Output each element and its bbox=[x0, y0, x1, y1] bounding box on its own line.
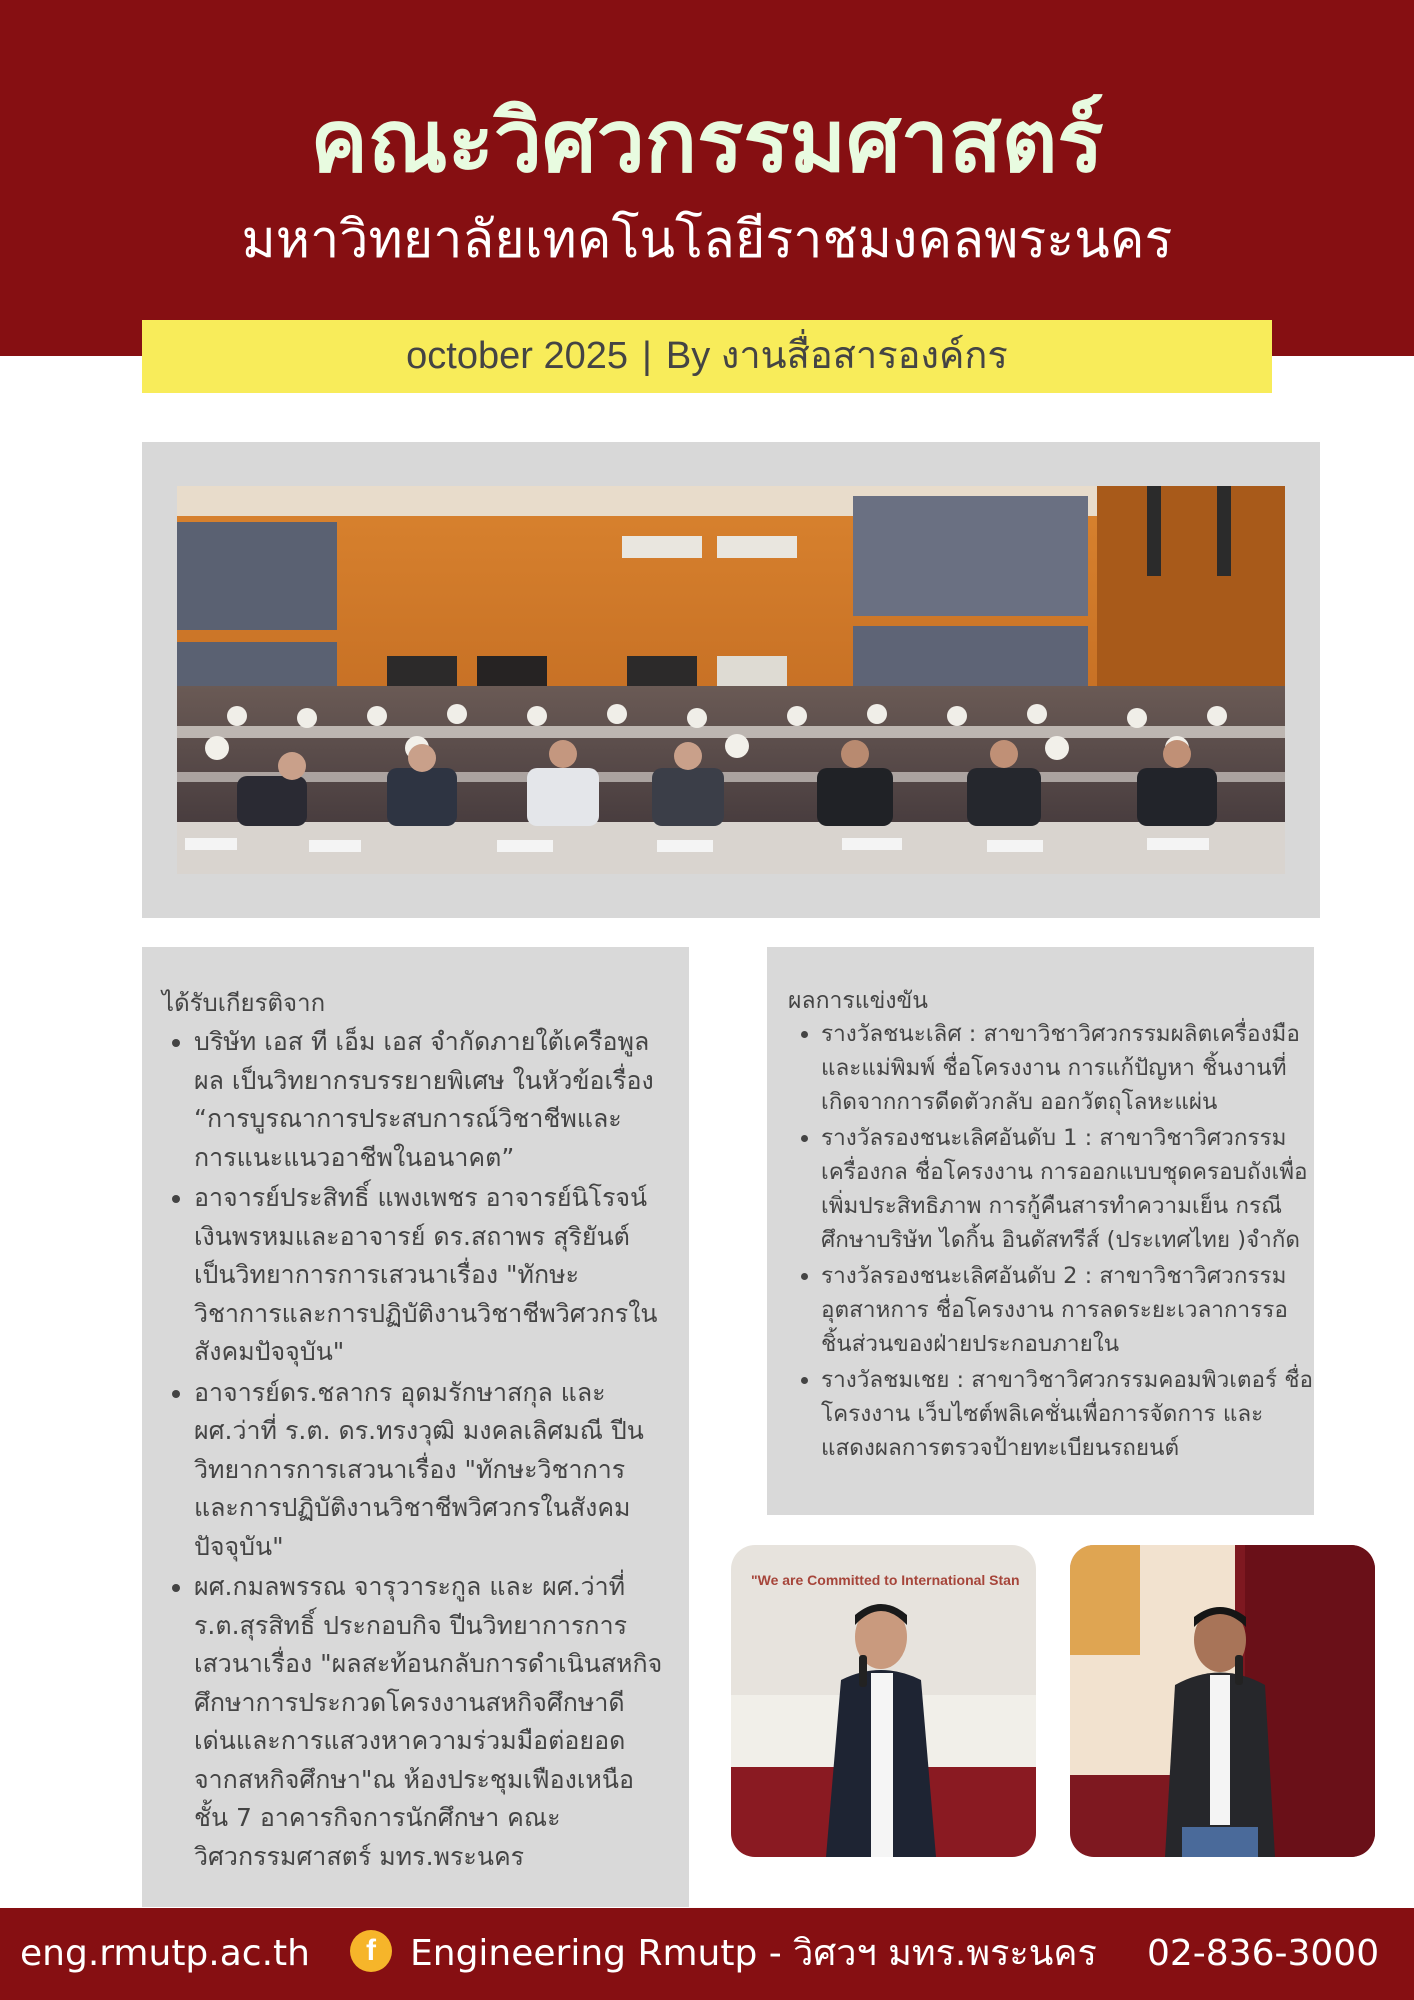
list-item: • ผศ.กมลพรรณ จารุวาระกูล และ ผศ.ว่าที่ ร.ต.สุรสิทธิ์ ประกอบกิจ ปีนวิทยาการการเสวนาเรื่อง "ผลสะท้อนกลับการดำเนินสหกิจศึกษาการประกวดโครงงานสหกิจศึกษาดีเด่นและการแสวงหาความร่วมมือต่อยอดจากสหกิจศึกษา"ณ ห้องประชุมเฟืองเหนือ ชั้น 7 อาคารกิจการนักศึกษา คณะวิศวกรรมศาสตร์ มทร.พระนคร bbox=[194, 1568, 664, 1876]
guest-speakers-panel bbox=[142, 947, 689, 1907]
competition-results-panel bbox=[767, 947, 1314, 1515]
list-item: • รางวัลรองชนะเลิศอันดับ 2 : สาขาวิชาวิศวกรรมอุตสาหการ ชื่อโครงงาน การลดระยะเวลาการรอชิ้นส่วนของฝ่ายประกอบภายใน bbox=[821, 1259, 1315, 1361]
phone-number: 02-836-3000 bbox=[1147, 1933, 1380, 1974]
facebook-link[interactable] bbox=[350, 1908, 1097, 2000]
competition-results-list bbox=[787, 1017, 1315, 1467]
date-separator: | bbox=[642, 335, 652, 377]
issue-date: october 2025 bbox=[406, 335, 628, 377]
header-banner bbox=[0, 0, 1414, 356]
date-bar bbox=[142, 320, 1272, 393]
main-photo-frame bbox=[142, 442, 1320, 918]
facebook-icon: f bbox=[350, 1930, 392, 1972]
speaker-photo-1 bbox=[731, 1545, 1036, 1857]
list-item: • รางวัลชนะเลิศ : สาขาวิชาวิศวกรรมผลิตเครื่องมือและแม่พิมพ์ ชื่อโครงงาน การแก้ปัญหา ชิ้นงานที่เกิดจากการดีดตัวกลับ ออกวัตถุโลหะแผ่น bbox=[821, 1017, 1315, 1119]
speaker-banner-text: "We are Committed to International Stan bbox=[751, 1572, 1020, 1588]
footer bbox=[0, 1908, 1414, 2000]
seminar-audience-photo bbox=[177, 486, 1285, 874]
page-subtitle: มหาวิทยาลัยเทคโนโลยีราชมงคลพระนคร bbox=[241, 210, 1173, 270]
list-item: • รางวัลชมเชย : สาขาวิชาวิศวกรรมคอมพิวเตอร์ ชื่อโครงงาน เว็บไซต์พลิเคชั่นเพื่อการจัดการ และแสดงผลการตรวจป้ายทะเบียนรถยนต์ bbox=[821, 1363, 1315, 1465]
list-item: • บริษัท เอส ที เอ็ม เอส จำกัดภายใต้เครือพูลผล เป็นวิทยากรบรรยายพิเศษ ในหัวข้อเรื่อง “การบูรณาการประสบการณ์วิชาชีพและการแนะแนวอาชีพในอนาคต” bbox=[194, 1023, 664, 1177]
facebook-page-name: Engineering Rmutp - วิศวฯ มทร.พระนคร bbox=[410, 1933, 1097, 1974]
website-link[interactable]: eng.rmutp.ac.th bbox=[20, 1933, 310, 1974]
byline: By งานสื่อสารองค์กร bbox=[665, 335, 1008, 377]
guest-speakers-heading: ได้รับเกียรติจาก bbox=[162, 989, 326, 1017]
list-item: • อาจารย์ประสิทธิ์ แพงเพชร อาจารย์นิโรจน์ เงินพรหมและอาจารย์ ดร.สถาพร สุริยันต์ เป็นวิทยาการการเสวนาเรื่อง "ทักษะวิชาการและการปฏิบัติงานวิชาชีพวิศวกรในสังคมปัจจุบัน" bbox=[194, 1179, 664, 1372]
competition-results-heading: ผลการแข่งขัน bbox=[788, 988, 928, 1014]
page-title: คณะวิศวกรรมศาสตร์ bbox=[310, 92, 1104, 192]
list-item: • อาจารย์ดร.ชลากร อุดมรักษาสกุล และ ผศ.ว่าที่ ร.ต. ดร.ทรงวุฒิ มงคลเลิศมณี ปีนวิทยาการการเสวนาเรื่อง "ทักษะวิชาการและการปฏิบัติงานวิชาชีพวิศวกรในสังคมปัจจุบัน" bbox=[194, 1374, 664, 1567]
guest-speakers-list bbox=[160, 1023, 664, 1878]
speaker-photo-2 bbox=[1070, 1545, 1375, 1857]
list-item: • รางวัลรองชนะเลิศอันดับ 1 : สาขาวิชาวิศวกรรมเครื่องกล ชื่อโครงงาน การออกแบบชุดครอบถังเพื่อเพิ่มประสิทธิภาพ การกู้คืนสารทำความเย็น กรณีศึกษาบริษัท ไดกิ้น อินดัสทรีส์ (ประเทศไทย )จำกัด bbox=[821, 1121, 1315, 1257]
